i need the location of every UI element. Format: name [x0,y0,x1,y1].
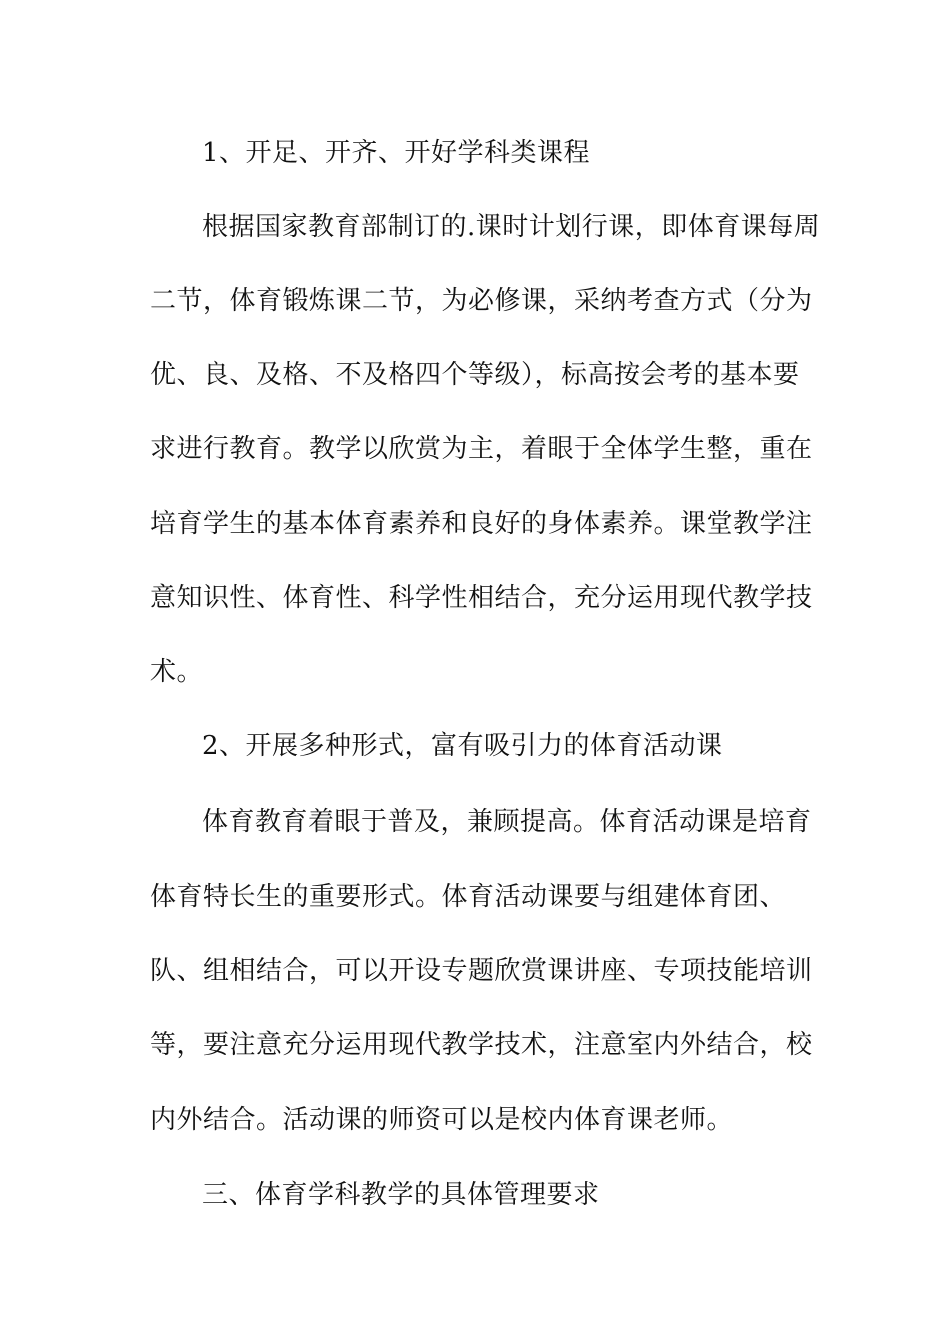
paragraph-1-line-3: 优、良、及格、不及格四个等级），标高按会考的基本要 [150,360,800,390]
paragraph-2-line-5: 内外结合。活动课的师资可以是校内体育课老师。 [150,1105,734,1135]
paragraph-1-line-2: 二节，体育锻炼课二节，为必修课，采纳考查方式（分为 [150,286,813,316]
section-heading-3: 三、体育学科教学的具体管理要求 [202,1180,600,1210]
paragraph-1-line-6: 意知识性、体育性、科学性相结合，充分运用现代教学技 [150,583,813,613]
heading-1: 1、开足、开齐、开好学科类课程 [202,138,591,168]
paragraph-1-line-5: 培育学生的基本体育素养和良好的身体素养。课堂教学注 [150,509,813,539]
heading-2: 2、开展多种形式，富有吸引力的体育活动课 [202,731,723,761]
paragraph-1-line-4: 求进行教育。教学以欣赏为主，着眼于全体学生整，重在 [150,434,813,464]
paragraph-2-line-1: 体育教育着眼于普及，兼顾提高。体育活动课是培育 [202,807,812,837]
paragraph-2-line-2: 体育特长生的重要形式。体育活动课要与组建体育团、 [150,882,787,912]
paragraph-1-line-1: 根据国家教育部制订的.课时计划行课，即体育课每周 [202,212,821,242]
paragraph-1-line-7: 术。 [150,657,204,687]
paragraph-2-line-3: 队、组相结合，可以开设专题欣赏课讲座、专项技能培训 [150,956,813,986]
paragraph-2-line-4: 等，要注意充分运用现代教学技术，注意室内外结合，校 [150,1030,813,1060]
